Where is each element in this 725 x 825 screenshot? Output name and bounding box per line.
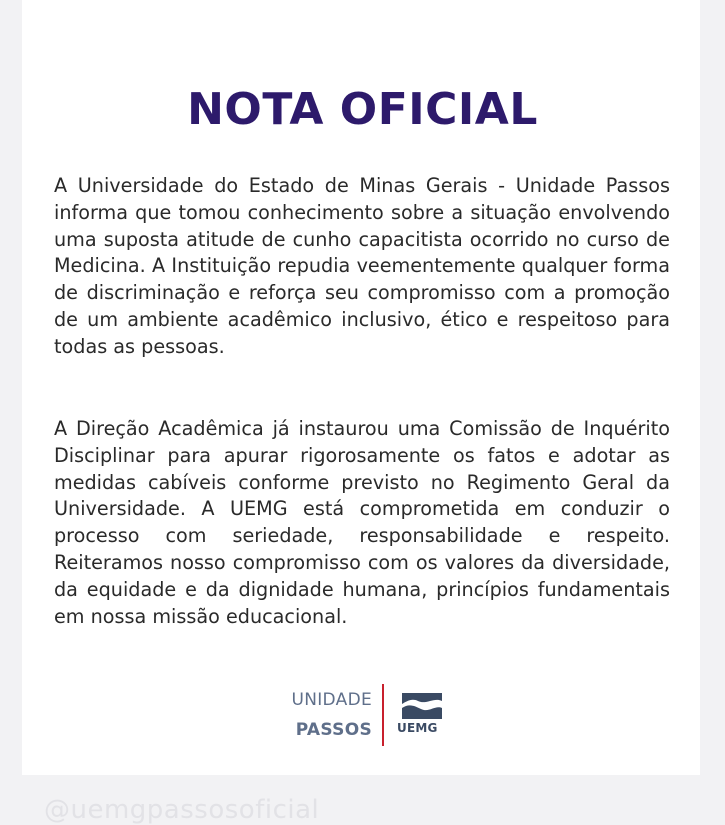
logo-divider [382,684,384,746]
logo-unidade-text: UNIDADE [291,690,372,710]
uemg-logo-mark-icon [400,691,444,721]
unit-logo [276,684,456,748]
instagram-watermark: @uemgpassosoficial [44,795,320,825]
page-title: NOTA OFICIAL [187,84,538,135]
logo-uemg-text: UEMG [397,721,438,735]
paragraph-1: A Universidade do Estado de Minas Gerais - Unidade Passos informa que tomou conhecimento sobre a situação envolvendo uma suposta atitude de cunho capacitista ocorrido no curso de Medicina. A Instituição repudia veementemente qualquer forma de discriminação e reforça seu compromisso com a promoção de um ambiente acadêmico inclusivo, ético e respeitoso para todas as pessoas. [54,174,670,358]
paragraph-2: A Direção Acadêmica já instaurou uma Comissão de Inquérito Disciplinar para apurar rigorosamente os fatos e adotar as medidas cabíveis conforme previsto no Regimento Geral da Universidade. A UEMG está comprometida em conduzir o processo com seriedade, responsabilidade e respeito. Reiteramos nosso compromisso com os valores da diversidade, da equidade e da dignidade humana, princípios fundamentais em nossa missão educacional. [54,417,670,628]
logo-passos-text: PASSOS [295,720,372,740]
